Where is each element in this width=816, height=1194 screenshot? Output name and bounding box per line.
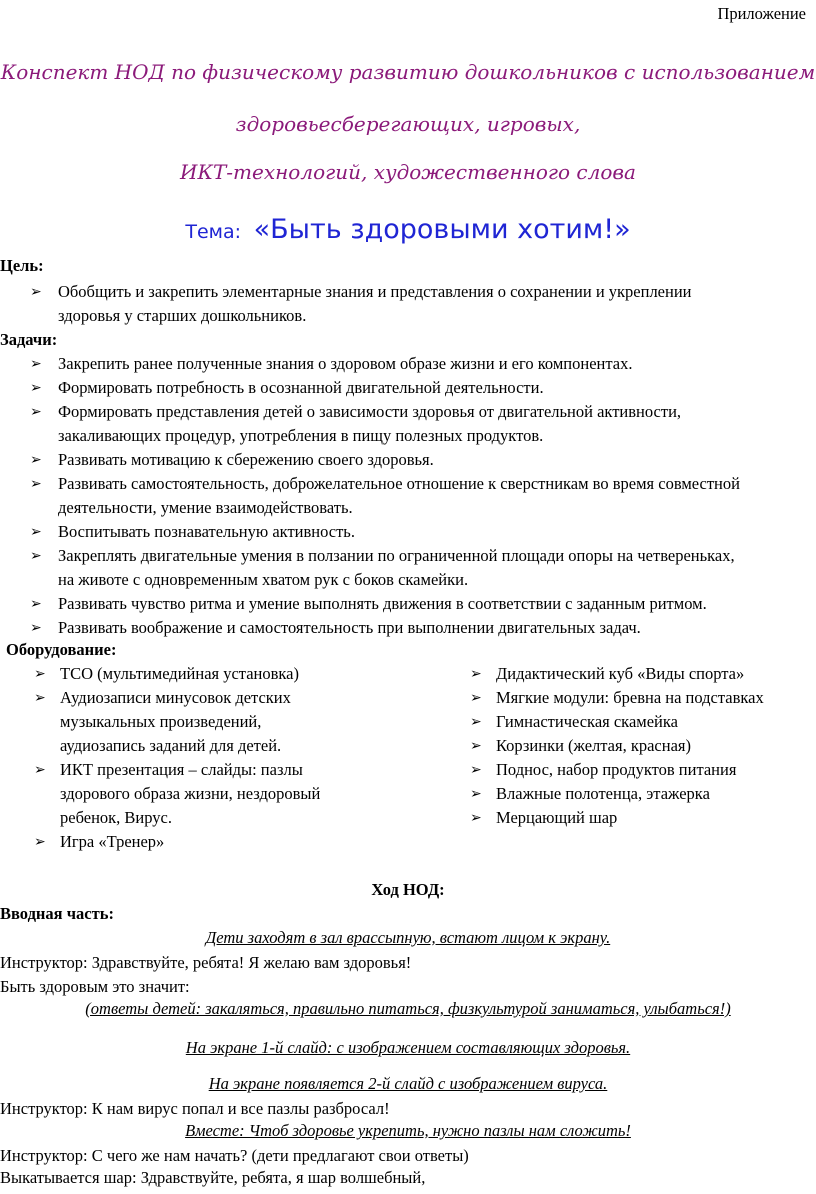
task-item: ➢ Развивать самостоятельность, доброжелательное отношение к сверстникам во время совместной деятельности, умение взаимодействовать. [30, 474, 740, 517]
children-answers-line: (ответы детей: закаляться, правильно питаться, физкультурой заниматься, улыбаться!) [85, 999, 731, 1018]
title-line-1: Конспект НОД по физическому развитию дошкольников с использованием [0, 60, 816, 84]
ball-line: Выкатывается шар: Здравствуйте, ребята, я шар волшебный, [0, 1168, 426, 1187]
instructor-virus-line: Инструктор: К нам вирус попал и все пазлы разбросал! [0, 1099, 390, 1118]
equipment-list-left [32, 662, 432, 854]
instructor-hello-line: Инструктор: Здравствуйте, ребята! Я желаю вам здоровья! [0, 953, 412, 972]
equipment-item: ➢ Дидактический куб «Виды спорта» [468, 662, 814, 686]
tasks-heading: Задачи: [0, 330, 58, 349]
equipment-heading: Оборудование: [6, 640, 117, 659]
title-line-3: ИКТ-технологий, художественного слова [180, 160, 636, 184]
task-item: ➢ Развивать чувство ритма и умение выполнять движения в соответствии с заданным ритмом. [0, 592, 816, 616]
arrow-bullet-icon: ➢ [30, 620, 42, 636]
slide-2-line: На экране появляется 2-й слайд с изображением вируса. [208, 1074, 608, 1093]
equipment-item: ➢ Поднос, набор продуктов питания [468, 758, 814, 782]
goal-heading: Цель: [0, 256, 44, 275]
course-heading: Ход НОД: [371, 880, 445, 899]
arrow-bullet-icon: ➢ [30, 356, 42, 372]
goal-list [0, 280, 816, 328]
arrow-bullet-icon: ➢ [30, 548, 42, 564]
arrow-bullet-icon: ➢ [470, 786, 482, 802]
equipment-item: ➢ ТСО (мультимедийная установка) [32, 662, 432, 686]
goal-item: ➢ Обобщить и закрепить элементарные знания и представления о сохранении и укреплении здоровья у старших дошкольников. [30, 282, 692, 325]
title-line-2: здоровьесберегающих, игровых, [235, 112, 581, 136]
arrow-bullet-icon: ➢ [34, 834, 46, 850]
healthy-means-line: Быть здоровым это значит: [0, 977, 190, 996]
equipment-item: ➢ Влажные полотенца, этажерка [468, 782, 814, 806]
theme [0, 214, 816, 245]
task-item: ➢ Формировать представления детей о зависимости здоровья от двигательной активности, закаливающих процедур, употребления в пищу полезных продуктов. [30, 402, 682, 445]
equipment-item: ➢ Аудиозаписи минусовок детских музыкальных произведений, аудиозапись заданий для детей. [34, 688, 291, 755]
tasks-list [0, 352, 816, 640]
arrow-bullet-icon: ➢ [470, 762, 482, 778]
arrow-bullet-icon: ➢ [30, 284, 42, 300]
arrow-bullet-icon: ➢ [30, 476, 42, 492]
task-item: ➢ Развивать воображение и самостоятельность при выполнении двигательных задач. [0, 616, 816, 640]
appendix-label: Приложение [717, 4, 806, 23]
arrow-bullet-icon: ➢ [470, 810, 482, 826]
intro-heading: Вводная часть: [0, 904, 114, 923]
together-line: Вместе: Чтоб здоровье укрепить, нужно пазлы нам сложить! [185, 1121, 631, 1140]
arrow-bullet-icon: ➢ [34, 762, 46, 778]
equipment-item: ➢ Корзинки (желтая, красная) [468, 734, 814, 758]
task-item: ➢ Формировать потребность в осознанной двигательной деятельности. [0, 376, 816, 400]
task-item: ➢ Воспитывать познавательную активность. [0, 520, 816, 544]
arrow-bullet-icon: ➢ [470, 714, 482, 730]
task-item: ➢ Развивать мотивацию к сбережению своего здоровья. [0, 448, 816, 472]
equipment-list-right [468, 662, 814, 830]
equipment-item: ➢ ИКТ презентация – слайды: пазлы здорового образа жизни, нездоровый ребенок, Вирус. [34, 760, 321, 827]
equipment-item: ➢ Гимнастическая скамейка [468, 710, 814, 734]
slide-1-line: На экране 1-й слайд: с изображением составляющих здоровья. [185, 1038, 631, 1057]
arrow-bullet-icon: ➢ [30, 524, 42, 540]
theme-text: «Быть здоровыми хотим!» [253, 214, 631, 245]
arrow-bullet-icon: ➢ [470, 666, 482, 682]
equipment-item: ➢ Мягкие модули: бревна на подставках [468, 686, 814, 710]
arrow-bullet-icon: ➢ [470, 738, 482, 754]
arrow-bullet-icon: ➢ [30, 596, 42, 612]
arrow-bullet-icon: ➢ [30, 404, 42, 420]
children-enter-line: Дети заходят в зал врассыпную, встают лицом к экрану. [205, 928, 611, 947]
instructor-start-line: Инструктор: С чего же нам начать? (дети предлагают свои ответы) [0, 1146, 469, 1165]
task-item: ➢ Закрепить ранее полученные знания о здоровом образе жизни и его компонентах. [0, 352, 816, 376]
equipment-item: ➢ Игра «Тренер» [32, 830, 432, 854]
arrow-bullet-icon: ➢ [34, 690, 46, 706]
arrow-bullet-icon: ➢ [34, 666, 46, 682]
task-item: ➢ Закреплять двигательные умения в ползании по ограниченной площади опоры на четвереньках, на животе с одновременным хватом рук с боков скамейки. [30, 546, 735, 589]
arrow-bullet-icon: ➢ [30, 452, 42, 468]
equipment-item: ➢ Мерцающий шар [468, 806, 814, 830]
arrow-bullet-icon: ➢ [30, 380, 42, 396]
theme-label: Тема: [185, 221, 242, 243]
arrow-bullet-icon: ➢ [470, 690, 482, 706]
